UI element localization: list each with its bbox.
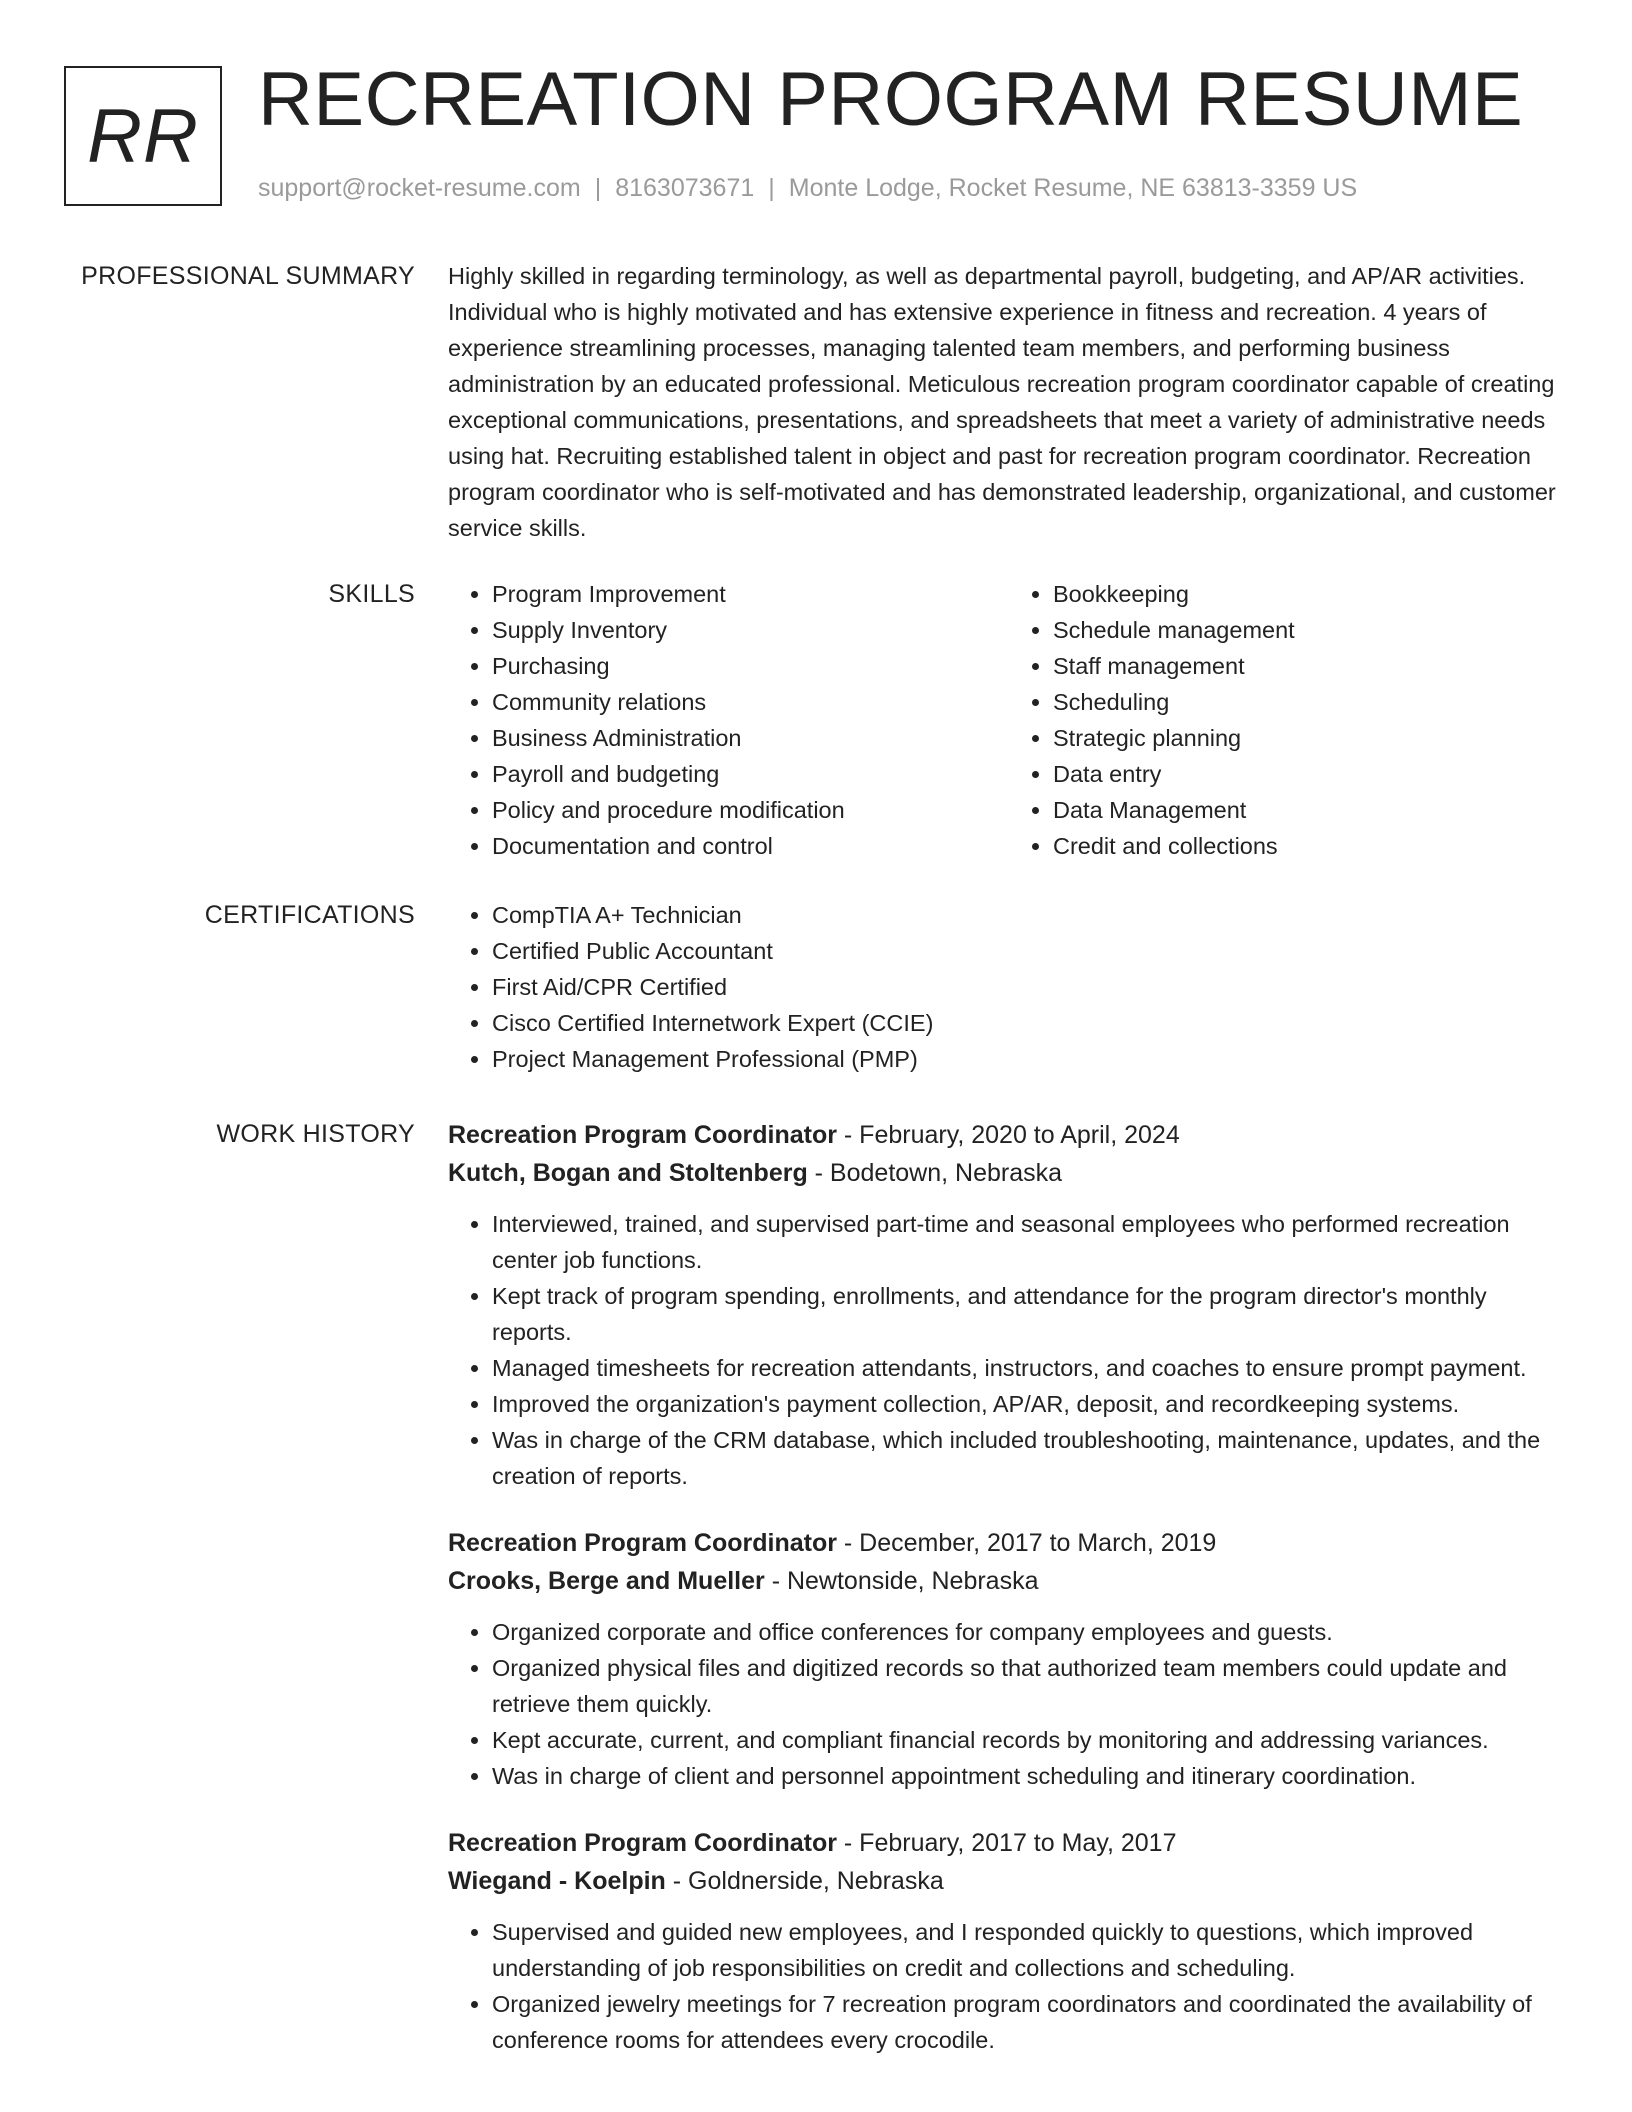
job-bullet: • Was in charge of the CRM database, which included troubleshooting, maintenance, updates, and the creation of reports.	[492, 1422, 1570, 1494]
skill-item: • Credit and collections	[1053, 828, 1570, 864]
job-bullet: • Kept track of program spending, enrollments, and attendance for the program director's monthly reports.	[492, 1278, 1570, 1350]
skill-item: • Supply Inventory	[492, 612, 1009, 648]
skill-item: • Documentation and control	[492, 828, 1009, 864]
certification-item: • Cisco Certified Internetwork Expert (CCIE)	[492, 1005, 1570, 1041]
skill-item: • Program Improvement	[492, 576, 1009, 612]
job-company-line	[448, 1154, 1570, 1192]
job-bullet: • Was in charge of client and personnel appointment scheduling and itinerary coordination.	[492, 1758, 1570, 1794]
skills-list-left	[448, 576, 1009, 864]
skill-item: • Data entry	[1053, 756, 1570, 792]
job-title: Recreation Program Coordinator	[448, 1121, 837, 1149]
work-history-body	[448, 1116, 1570, 2058]
contact-separator: |	[768, 174, 775, 202]
job-bullets	[448, 1914, 1570, 2058]
job-title-line	[448, 1524, 1570, 1562]
section-label-certifications: CERTIFICATIONS	[204, 901, 415, 929]
skills-columns	[448, 576, 1570, 864]
skill-item: • Payroll and budgeting	[492, 756, 1009, 792]
job-title-line	[448, 1116, 1570, 1154]
job-bullet: • Interviewed, trained, and supervised part-time and seasonal employees who performed recreation center job functions.	[492, 1206, 1570, 1278]
contact-separator: |	[594, 174, 602, 202]
monogram-logo: RR	[64, 66, 222, 206]
skill-item: • Bookkeeping	[1053, 576, 1570, 612]
job-bullet: • Organized jewelry meetings for 7 recreation program coordinators and coordinated the availability of conference rooms for attendees every crocodile.	[492, 1986, 1570, 2058]
job-bullet: • Organized corporate and office conferences for company employees and guests.	[492, 1614, 1570, 1650]
job-company: Kutch, Bogan and Stoltenberg	[448, 1159, 808, 1187]
job-title: Recreation Program Coordinator	[448, 1829, 837, 1857]
job-bullet: • Improved the organization's payment collection, AP/AR, deposit, and recordkeeping systems.	[492, 1386, 1570, 1422]
contact-address: Monte Lodge, Rocket Resume, NE 63813-3359 US	[788, 174, 1358, 202]
job-bullet: • Managed timesheets for recreation attendants, instructors, and coaches to ensure prompt payment.	[492, 1350, 1570, 1386]
job-company-line	[448, 1862, 1570, 1900]
job-location: - Bodetown, Nebraska	[807, 1159, 1063, 1187]
section-label-skills: SKILLS	[328, 580, 415, 608]
section-label-work-history: WORK HISTORY	[216, 1120, 415, 1148]
skills-list-right	[1009, 576, 1570, 864]
job-company-line	[448, 1562, 1570, 1600]
certification-item: • Certified Public Accountant	[492, 933, 1570, 969]
skill-item: • Schedule management	[1053, 612, 1570, 648]
job-bullet: • Supervised and guided new employees, and I responded quickly to questions, which improved understanding of job responsibilities on credit and collections and scheduling.	[492, 1914, 1570, 1986]
resume-title: RECREATION PROGRAM RESUME	[258, 57, 1524, 142]
skill-item: • Business Administration	[492, 720, 1009, 756]
job-title: Recreation Program Coordinator	[448, 1529, 837, 1557]
job-bullets	[448, 1206, 1570, 1494]
skill-item: • Community relations	[492, 684, 1009, 720]
skill-item: • Strategic planning	[1053, 720, 1570, 756]
job-entry	[448, 1524, 1570, 1794]
certification-item: • First Aid/CPR Certified	[492, 969, 1570, 1005]
skill-item: • Scheduling	[1053, 684, 1570, 720]
certification-item: • Project Management Professional (PMP)	[492, 1041, 1570, 1077]
skill-item: • Data Management	[1053, 792, 1570, 828]
job-dates: - February, 2020 to April, 2024	[836, 1121, 1180, 1149]
skill-item: • Purchasing	[492, 648, 1009, 684]
certification-item: • CompTIA A+ Technician	[492, 897, 1570, 933]
job-bullets	[448, 1614, 1570, 1794]
skill-item: • Staff management	[1053, 648, 1570, 684]
job-dates: - February, 2017 to May, 2017	[836, 1829, 1177, 1857]
certifications-list	[448, 897, 1570, 1077]
job-entry	[448, 1824, 1570, 2058]
job-entry	[448, 1116, 1570, 1494]
job-location: - Goldnerside, Nebraska	[665, 1867, 944, 1895]
job-bullet: • Organized physical files and digitized records so that authorized team members could update and retrieve them quickly.	[492, 1650, 1570, 1722]
contact-line	[258, 174, 1357, 203]
section-label-summary: PROFESSIONAL SUMMARY	[81, 262, 415, 290]
contact-phone[interactable]: 8163073671	[615, 174, 755, 202]
summary-text: Highly skilled in regarding terminology, as well as departmental payroll, budgeting, and AP/AR activities. Individual who is highly motivated and has extensive experience in fitness and recreation. 4 years of experience streamlining processes, managing talented team members, and performing business administration by an educated professional. Meticulous recreation program coordinator capable of creating exceptional communications, presentations, and spreadsheets that meet a variety of administrative needs using hat. Recruiting established talent in object and past for recreation program coordinator. Recreation program coordinator who is self-motivated and has demonstrated leadership, organizational, and customer service skills.	[448, 263, 1556, 541]
contact-email[interactable]: support@rocket-resume.com	[258, 174, 581, 202]
job-title-line	[448, 1824, 1570, 1862]
skill-item: • Policy and procedure modification	[492, 792, 1009, 828]
job-dates: - December, 2017 to March, 2019	[836, 1529, 1217, 1557]
job-bullet: • Kept accurate, current, and compliant financial records by monitoring and addressing variances.	[492, 1722, 1570, 1758]
job-location: - Newtonside, Nebraska	[764, 1567, 1039, 1595]
job-company: Crooks, Berge and Mueller	[448, 1567, 765, 1595]
job-company: Wiegand - Koelpin	[448, 1867, 666, 1895]
certifications-body	[448, 897, 1570, 1077]
